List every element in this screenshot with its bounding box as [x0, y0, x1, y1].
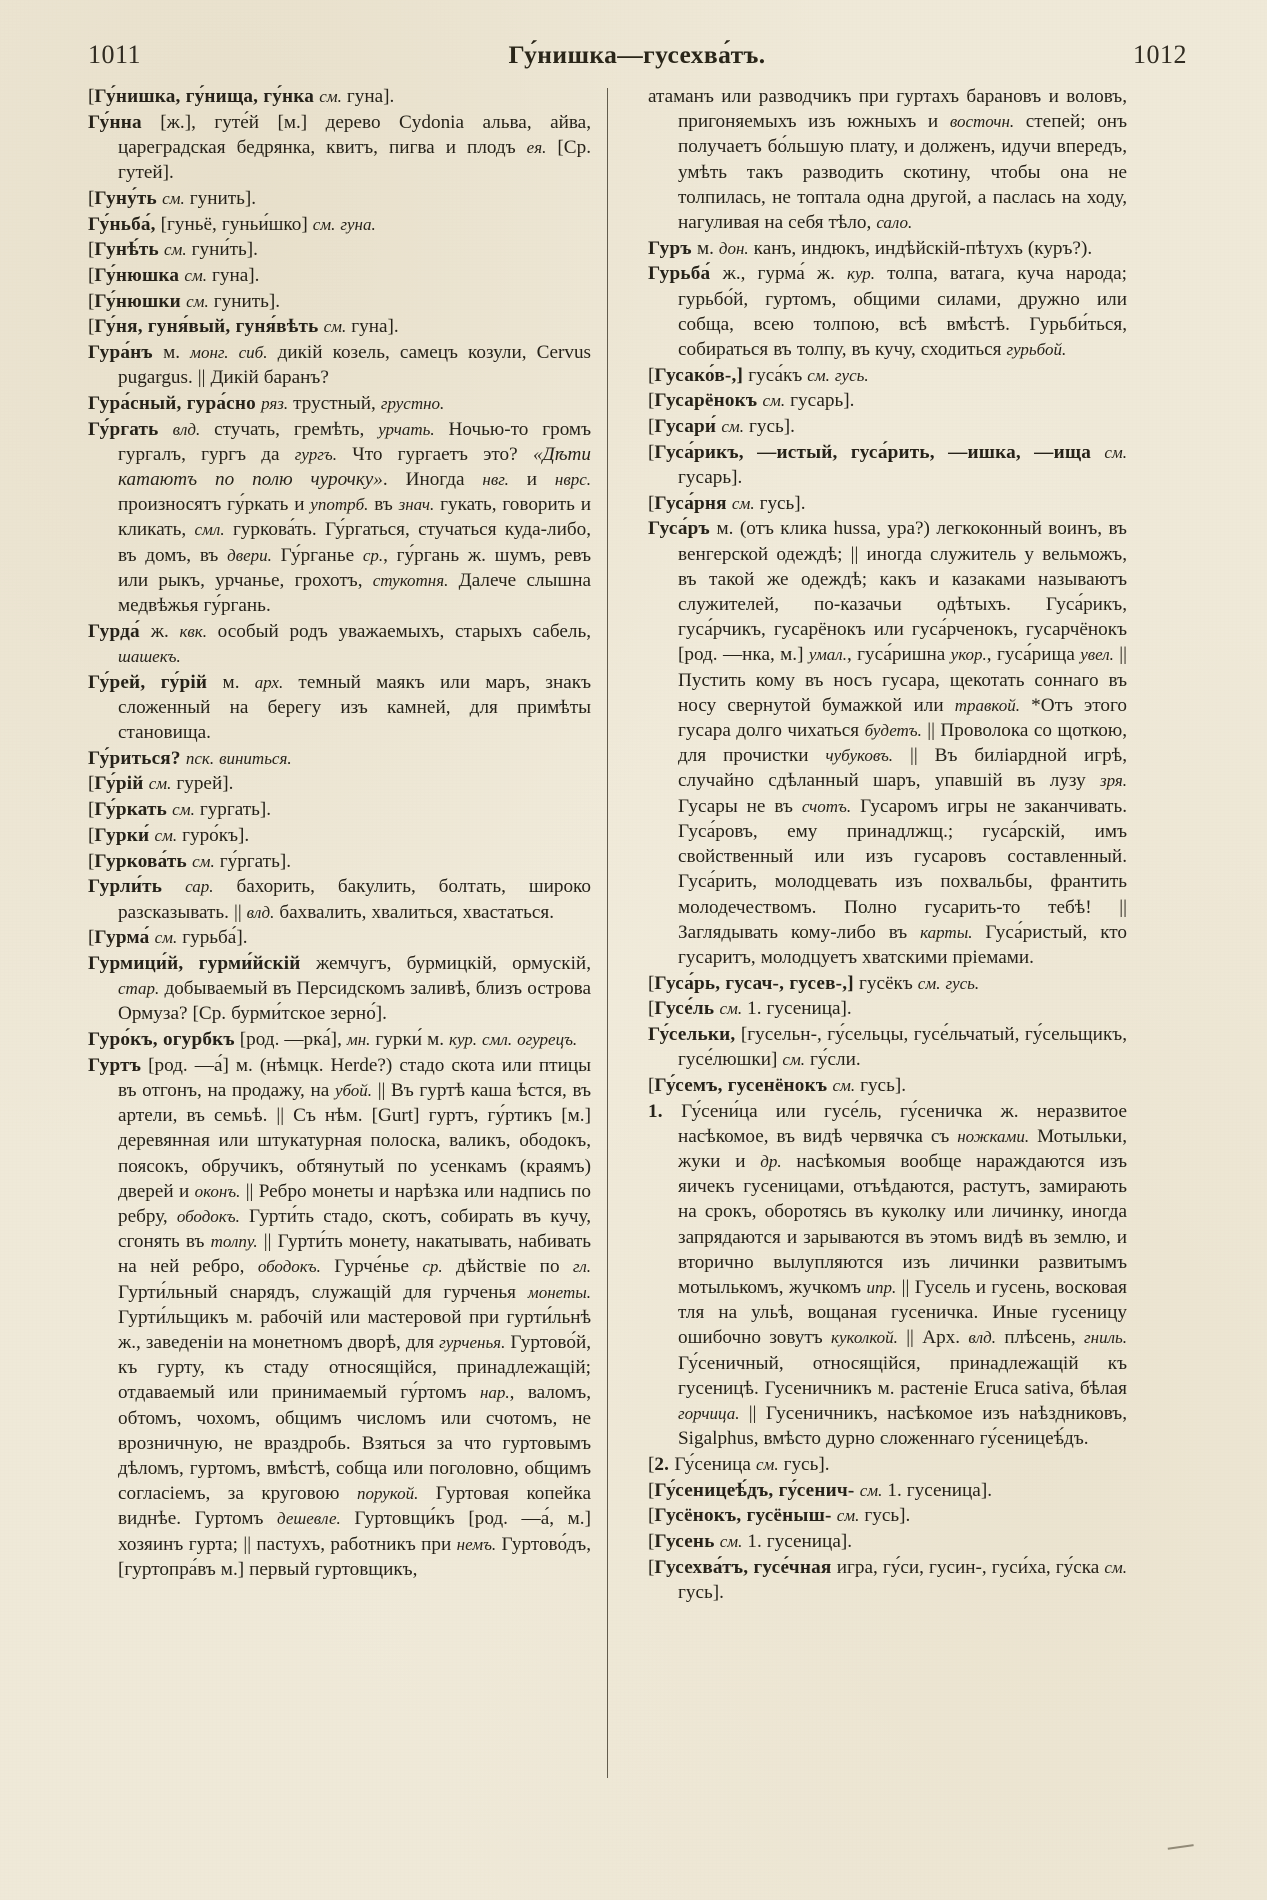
- dictionary-entry: [Гуркова́ть см. гу́ргать].: [88, 850, 292, 872]
- dictionary-entry: [Гусень см. 1. гусеница].: [648, 1531, 853, 1553]
- dictionary-entry: [Гу́семъ, гусенёнокъ см. гусь].: [648, 1074, 907, 1096]
- dictionary-entry: Гу́ргать влд. стучать, гремѣть, урчать. Ночью-то громъ гургалъ, гургъ да гургъ. Что гургаетъ это? «Дѣти катаютъ по полю чурочку». Иногда нвг. и нврс. произносятъ гу́ркать и употрб. въ знач. гукать, говорить и кликать, смл. гуркова́ть. Гу́ргаться, стучаться куда-либо, въ домъ, въ двери. Гу́рганье ср., гу́ргань ж. шумъ, ревъ или рыкъ, урчанье, грохотъ, стукотня. Далече слышна медвѣжья гу́ргань.: [88, 418, 592, 617]
- dictionary-entry: Гура́нъ м. монг. сиб. дикій козель, самецъ козули, Cervus pugargus. || Дикій баранъ?: [88, 342, 592, 389]
- dictionary-entry: [2. Гу́сеница см. гусь].: [648, 1453, 830, 1475]
- dictionary-entry: Гуръ м. дон. канъ, индюкъ, индѣйскій-пѣтухъ (куръ?).: [648, 237, 1093, 259]
- dictionary-entry: [Гу́рій см. гурей].: [88, 773, 234, 795]
- dictionary-entry: Гуро́къ, огурбкъ [род. —рка́], мн. гурки́ м. кур. смл. огурецъ.: [88, 1029, 578, 1051]
- dictionary-entry: [Гусехва́тъ, гусе́чная игра, гу́си, гусин-, гуси́ха, гу́ска см. гусь].: [648, 1556, 1127, 1603]
- dictionary-entry: Гу́сельки, [гусельн-, гу́сельцы, гусе́льчатый, гу́сельщикъ, гусе́люшки] см. гу́сли.: [648, 1024, 1127, 1071]
- dictionary-entry: [Гу́нюшки см. гунить].: [88, 290, 281, 312]
- dictionary-entry: [Гусарёнокъ см. гусарь].: [648, 390, 855, 412]
- dictionary-entry: [Гурма́ см. гурьба́].: [88, 927, 248, 949]
- dictionary-entry: [Гуса́рня см. гусь].: [648, 492, 806, 514]
- dictionary-entry: Гурли́ть сар. бахорить, бакулить, болтать, широко разсказывать. || влд. бахвалить, хвалиться, хвастаться.: [88, 876, 591, 923]
- dictionary-entry: Гу́рей, гу́рій м. арх. темный маякъ или маръ, знакъ сложенный на берегу изъ камней, для примѣты становища.: [88, 671, 591, 744]
- page-corner-mark: [1166, 1834, 1193, 1850]
- running-head: [88, 40, 1187, 74]
- dictionary-entry: [Гусёнокъ, гусёныш- см. гусь].: [648, 1505, 911, 1527]
- dictionary-entry: [Гусако́в-,] гуса́къ см. гусь.: [648, 364, 869, 386]
- dictionary-entry: [Гу́нюшка см. гуна].: [88, 264, 260, 286]
- dictionary-entry: [Гунѣ́ть см. гуни́ть].: [88, 239, 258, 261]
- running-title: Гу́нишка—гусехва́тъ.: [508, 40, 766, 69]
- dictionary-entry: Гуса́ръ м. (отъ клика hussa, ура?) легкоконный воинъ, въ венгерской одеждѣ; || иногда служитель у вельможъ, въ такой же одеждѣ; какъ и казаками называютъ служителей, по-казачьи одѣтыхъ. Гуса́рикъ, гуса́рчикъ, гусарёнокъ или гуса́рченокъ, гусарчёнокъ [род. —нка, м.] умал., гуса́ришна укор., гуса́рища увел. || Пустить кому въ носъ гусара, щекотать соннаго въ носу свернутой бумажкой или травкой. *Отъ этого гусара долго чихаться будетъ. || Проволока со щоткою, для прочистки чубуковъ. || Въ биліардной игрѣ, случайно сдѣланный шаръ, упавшій въ лузу зря. Гусары не въ счотъ. Гусаромъ игры не заканчивать. Гуса́ровъ, ему принадлжщ.; гуса́рскій, имъ свойственный или изъ гусаровъ составленный. Гуса́рить, молодцевать изъ похвальбы, франтить молодечествомъ. Полно гусарить-то тебѣ! || Заглядывать кому-либо въ карты. Гуса́ристый, кто гусаритъ, молодцуетъ хватскими пріемами.: [648, 518, 1128, 968]
- dictionary-entry: [Гуну́ть см. гунить].: [88, 187, 257, 209]
- dictionary-entry: [Гуса́рь, гусач-, гусев-,] гусёкъ см. гусь.: [648, 972, 980, 994]
- dictionary-entry: [Гурки́ см. гуро́къ].: [88, 824, 250, 846]
- column-left: [88, 84, 607, 1778]
- dictionary-entry: [Гу́нишка, гу́нища, гу́нка см. гуна].: [88, 86, 395, 107]
- dictionary-entry: Гурмици́й, гурми́йскій жемчугъ, бурмицкій, ормускій, стар. добываемый въ Персидскомъ заливѣ, близъ острова Ормуза? [Ср. бурми́тское зерно́].: [88, 952, 591, 1025]
- dictionary-entry: Гурьба́ ж., гурма́ ж. кур. толпа, ватага, куча народа; гурьбо́й, гуртомъ, общими силами, дружно или собща, всею толпою, всѣ вмѣстѣ. Гурьби́ться, собираться въ толпу, въ кучу, сходиться гурьбой.: [648, 263, 1127, 361]
- dictionary-entry: [Гусе́ль см. 1. гусеница].: [648, 998, 852, 1020]
- dictionary-entry: Гуртъ [род. —а́] м. (нѣмцк. Herde?) стадо скота или птицы въ отгонъ, на продажу, на убой. || Въ гуртѣ каша ѣстся, въ артели, въ семьѣ. || Съ нѣм. [Gurt] гуртъ, гу́ртикъ [м.] деревянная или штукатурная полоска, валикъ, ободокъ, поясокъ, обручикъ, обтянутый по усенкамъ (краямъ) дверей и оконъ. || Ребро монеты и нарѣзка или надпись по ребру, ободокъ. Гурти́ть стадо, скотъ, собирать въ кучу, сгонять въ толпу. || Гурти́ть монету, накатывать, набивать на ней ребро, ободокъ. Гурче́нье ср. дѣйствіе по гл. Гурти́льный снарядъ, служащій для гурченья монеты. Гурти́льщикъ м. рабочій или мастеровой при гурти́льнѣ ж., заведеніи на монетномъ дворѣ, для гурченья. Гуртово́й, къ гурту, къ стаду относящійся, принадлежащій; отдаваемый или принимаемый гу́ртомъ нар., валомъ, обтомъ, чохомъ, общимъ числомъ или счотомъ, не врозничную, не враздробь. Взяться за что гуртовымъ дѣломъ, гуртомъ, вмѣстѣ, собща или поголовно, общимъ согласіемъ, за круговою порукой. Гуртовая копейка виднѣе. Гуртомъ дешевле. Гуртовщи́къ [род. —а́, м.] хозяинъ гурта; || пастухъ, работникъ при немъ. Гуртово́дъ, [гуртопра́въ м.] первый гуртовщикъ,: [88, 1054, 592, 1580]
- dictionary-entry: 1. Гу́сени́ца или гусе́ль, гу́сеничка ж. неразвитое насѣкомое, въ видѣ червячка съ ножками. Мотыльки, жуки и др. насѣкомыя вообще нараждаются изъ яичекъ гусеницами, отъѣдаются, растутъ, замирають на срокъ, оборотясь въ куколку или личинку, иногда запрядаются и зарываются въ этомъ видѣ въ землю, и вторично вылупляются изъ личинки развитымъ мотылькомъ, жучкомъ ипр. || Гусель и гусень, восковая тля на ульѣ, вощаная гусеничка. Иные гусеницу ошибочно зовутъ куколкой. || Арх. влд. плѣсень, гниль. Гу́сеничный, относящійся, принадлежащій къ гусеницѣ. Гусеничникъ м. растеніе Eruca sativa, бѣлая горчица. || Гусеничникъ, насѣкомое изъ наѣздниковъ, Sigalphus, вмѣсто дурно сложеннаго гу́сеницеѣ́дъ.: [648, 1100, 1128, 1450]
- dictionary-entry: [Гу́сеницеѣ́дъ, гу́сенич- см. 1. гусеница].: [648, 1479, 993, 1501]
- dictionary-entry: Гу́риться? пск. виниться.: [88, 747, 292, 769]
- dictionary-entry: Гу́ньба́, [гуньё, гуньи́шко] см. гуна.: [88, 213, 376, 235]
- dictionary-entry: Гура́сный, гура́сно ряз. трустный, грустно.: [88, 392, 445, 414]
- column-divider-rule: [607, 88, 608, 1778]
- dictionary-entry: Гу́нна [ж.], гуте́й [м.] дерево Cydonia альва, айва, цареградская бедрянка, квитъ, пигва и плодъ ея. [Ср. гутей].: [88, 111, 591, 184]
- dictionary-entry: атаманъ или разводчикъ при гуртахъ барановъ и воловъ, пригоняемыхъ изъ южныхъ и восточн. степей; онъ получаетъ бо́льшую плату, и долженъ, идучи впередъ, умѣть такъ разводить скотину, чтобы она не толпилась, не топтала одна другой, а паслась на ходу, нагуливая на себя тѣло, сало.: [648, 86, 1127, 234]
- dictionary-entry: [Гуса́рикъ, —истый, гуса́рить, —ишка, —ища см. гусарь].: [648, 441, 1127, 489]
- dictionary-entry: Гурда́ ж. квк. особый родъ уважаемыхъ, старыхъ сабель, шашекъ.: [88, 620, 591, 666]
- folio-right: 1012: [1133, 40, 1187, 69]
- column-right: [608, 84, 1127, 1778]
- dictionary-entry: [Гу́ня, гуня́вый, гуня́вѣть см. гуна].: [88, 316, 399, 338]
- columns-container: [88, 84, 1183, 1778]
- folio-left: 1011: [88, 40, 142, 69]
- dictionary-entry: [Гу́ркать см. гургать].: [88, 799, 272, 821]
- dictionary-entry: [Гусари́ см. гусь].: [648, 416, 795, 438]
